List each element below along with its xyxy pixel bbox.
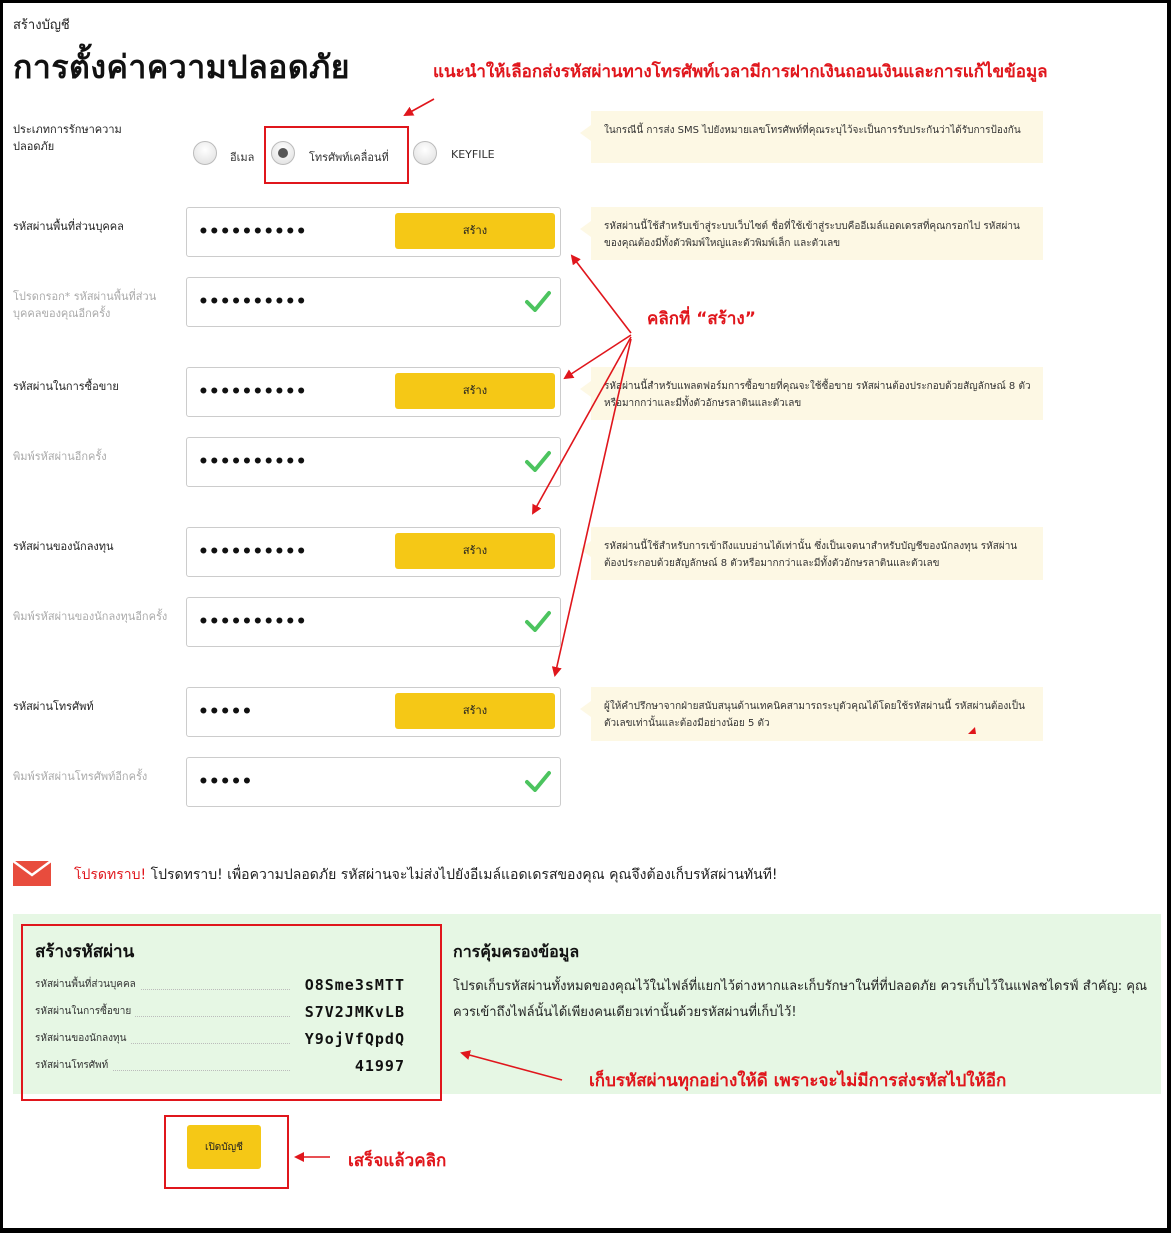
tooltip-personal-area-password: รหัสผ่านนี้ใช้สำหรับเข้าสู่ระบบเว็บไซต์ ชื่อที่ใช้เข้าสู่ระบบคืออีเมล์แอดเดรสที่คุณกรอกไป รหัสผ่านของคุณต้องมีทั้งตัวพิมพ์ใหญ่และตัวพิมพ์เล็ก และตัวเลข [591,207,1043,260]
security-notice [74,864,778,886]
page-title: การตั้งค่าความปลอดภัย [13,48,351,86]
tooltip-investor-password: รหัสผ่านนี้ใช้สำหรับการเข้าถึงแบบอ่านได้เท่านั้น ซึ่งเป็นเจตนาสำหรับบัญชีของนักลงทุน รหัสผ่านต้องประกอบด้วยสัญลักษณ์ 8 ตัวหรือมากกว่าและมีทั้งตัวอักษรลาตินและตัวเลข [591,527,1043,580]
open-account-button[interactable]: เปิดบัญชี [187,1125,261,1169]
generated-row-value: O8Sme3sMTT [304,976,405,994]
generate-button[interactable]: สร้าง [395,693,555,729]
checkmark-icon [525,450,551,472]
annotation-keep-passwords: เก็บรหัสผ่านทุกอย่างให้ดี เพราะจะไม่มีการส่งรหัสไปให้อีก [589,1071,1007,1091]
generated-row-value: Y9ojVfQpdQ [304,1030,405,1048]
generated-row-value: 41997 [354,1057,405,1075]
radio-keyfile-label[interactable]: KEYFILE [451,148,495,161]
password-value: •••••••••• [198,292,307,312]
password-value: •••••••••• [198,612,307,632]
notice-warning: โปรดทราบ! [74,867,147,883]
confirm-trading-password-input[interactable] [186,437,561,487]
label-confirm-investor-password: พิมพ์รหัสผ่านของนักลงทุนอีกครั้ง [13,610,168,623]
breadcrumb[interactable]: สร้างบัญชี [13,18,70,33]
data-protection-title: การคุ้มครองข้อมูล [453,942,580,961]
highlight-box-open-account [164,1115,289,1189]
annotation-click-create: คลิกที่ “สร้าง” [647,309,756,329]
password-value: •••••••••• [198,222,307,242]
data-protection-text: โปรดเก็บรหัสผ่านทั้งหมดของคุณไว้ในไฟล์ที่แยกไว้ต่างหากและเก็บรักษาในที่ที่ปลอดภัย ควรเก็บไว้ในแฟลชไดรฟ์ สำคัญ: คุณควรเข้าถึงไฟล์นั้นได้เพียงคนเดียวเท่านั้นด้วยรหัสผ่านที่เก็บไว้! [453,979,1148,1020]
radio-email-label[interactable]: อีเมล [230,151,255,164]
generated-row-label: รหัสผ่านของนักลงทุน [35,1031,130,1046]
personal-area-password-input[interactable] [186,207,561,257]
annotation-top-note: แนะนำให้เลือกส่งรหัสผ่านทางโทรศัพท์เวลามีการฝากเงินถอนเงินและการแก้ไขข้อมูล [433,62,1048,82]
tooltip-security-type: ในกรณีนี้ การส่ง SMS ไปยังหมายเลขโทรศัพท์ที่คุณระบุไว้จะเป็นการรับประกันว่าได้รับการป้องกัน [591,111,1043,163]
mail-icon [13,861,51,886]
highlight-box-generated-passwords [21,924,442,1101]
phone-password-input[interactable] [186,687,561,737]
generated-row-label: รหัสผ่านพื้นที่ส่วนบุคคล [35,977,140,992]
label-trading-password: รหัสผ่านในการซื้อขาย [13,380,119,393]
generate-button[interactable]: สร้าง [395,373,555,409]
generate-button[interactable]: สร้าง [395,533,555,569]
tooltip-trading-password: รหัสผ่านนี้สำหรับแพลตฟอร์มการซื้อขายที่คุณจะใช้ซื้อขาย รหัสผ่านต้องประกอบด้วยสัญลักษณ์ 8 ตัวหรือมากกว่าและมีทั้งตัวอักษรลาตินและตัวเลข [591,367,1043,420]
label-personal-area-password: รหัสผ่านพื้นที่ส่วนบุคคล [13,220,124,233]
tooltip-phone-password: ผู้ให้คำปรึกษาจากฝ่ายสนับสนุนด้านเทคนิคสามารถระบุตัวคุณได้โดยใช้รหัสผ่านนี้ รหัสผ่านต้องเป็นตัวเลขเท่านั้นและต้องมีอย่างน้อย 5 ตัว [591,687,1043,741]
highlight-box-phone-option [264,126,409,184]
confirm-investor-password-input[interactable] [186,597,561,647]
confirm-personal-area-password-input[interactable] [186,277,561,327]
label-confirm-personal-area-password: โปรดกรอก* รหัสผ่านพื้นที่ส่วนบุคคลของคุณอีกครั้ง [13,290,157,320]
password-value: •••••••••• [198,542,307,562]
checkmark-icon [525,290,551,312]
radio-email[interactable] [193,141,217,165]
password-value: •••••••••• [198,452,307,472]
security-type-label: ประเภทการรักษาความปลอดภัย [13,123,122,153]
label-confirm-trading-password: พิมพ์รหัสผ่านอีกครั้ง [13,450,107,463]
label-confirm-phone-password: พิมพ์รหัสผ่านโทรศัพท์อีกครั้ง [13,770,148,783]
trading-password-input[interactable] [186,367,561,417]
checkmark-icon [525,610,551,632]
generated-row-label: รหัสผ่านในการซื้อขาย [35,1004,135,1019]
label-phone-password: รหัสผ่านโทรศัพท์ [13,700,94,713]
password-value: ••••• [198,772,253,792]
password-value: ••••• [198,702,253,722]
generated-row-label: รหัสผ่านโทรศัพท์ [35,1058,112,1073]
radio-mobile-phone-label[interactable]: โทรศัพท์เคลื่อนที่ [309,151,389,164]
notice-text: โปรดทราบ! เพื่อความปลอดภัย รหัสผ่านจะไม่ส่งไปยังอีเมล์แอดเดรสของคุณ คุณจึงต้องเก็บรหัสผ่านทันที! [146,867,778,883]
label-investor-password: รหัสผ่านของนักลงทุน [13,540,114,553]
checkmark-icon [525,770,551,792]
generated-passwords-title: สร้างรหัสผ่าน [35,942,135,962]
investor-password-input[interactable] [186,527,561,577]
generate-button[interactable]: สร้าง [395,213,555,249]
password-value: •••••••••• [198,382,307,402]
generated-row-value: S7V2JMKvLB [304,1003,405,1021]
annotation-done-click: เสร็จแล้วคลิก [348,1151,447,1171]
confirm-phone-password-input[interactable] [186,757,561,807]
radio-keyfile[interactable] [413,141,437,165]
